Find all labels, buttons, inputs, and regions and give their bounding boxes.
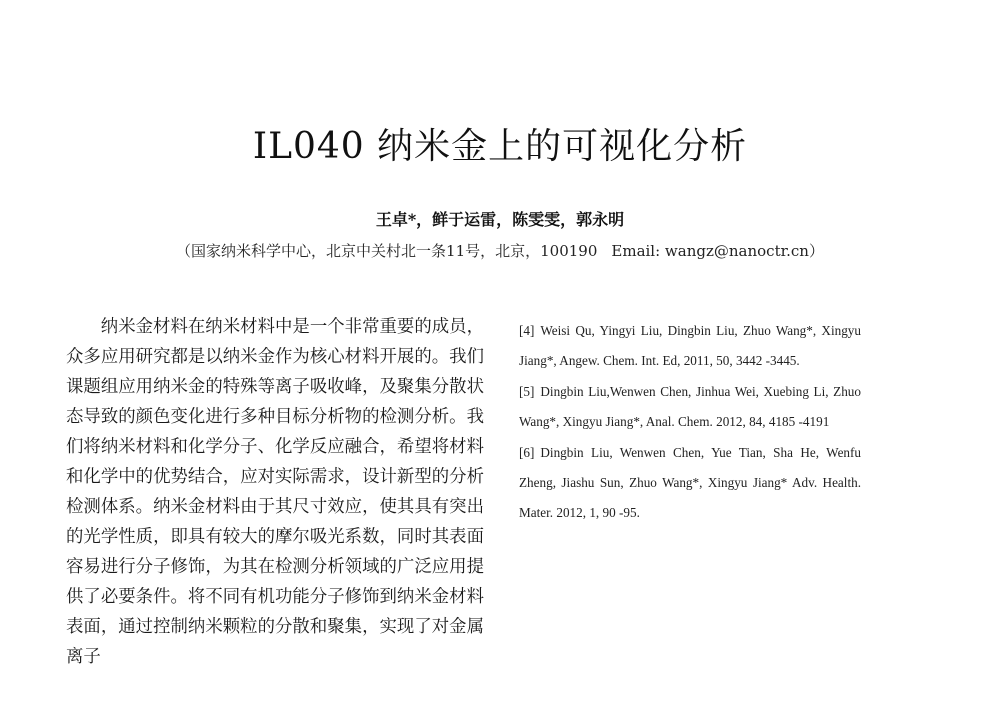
reference-text: Dingbin Liu, Wenwen Chen, Yue Tian, Sha He, Wenfu Zheng, Jiashu Sun, Zhuo Wang*, Xingyu Jiang* Adv. Health. Mater. 2012, 1, 90 -95. (519, 444, 861, 521)
reference-text: Dingbin Liu,Wenwen Chen, Jinhua Wei, Xuebing Li, Zhuo Wang*, Xingyu Jiang*, Anal. Chem. 2012, 84, 4185 -4191 (519, 383, 861, 430)
reference-number: [5] (519, 383, 535, 399)
reference-item (519, 438, 861, 529)
reference-text: Weisi Qu, Yingyi Liu, Dingbin Liu, Zhuo Wang*, Xingyu Jiang*, Angew. Chem. Int. Ed, 2011, 50, 3442 -3445. (519, 323, 861, 369)
reference-item (519, 377, 861, 438)
affiliation-line (0, 240, 1000, 261)
body-column (66, 312, 484, 672)
reference-number: [4] (519, 323, 535, 338)
reference-number: [6] (519, 444, 535, 460)
reference-list (519, 316, 861, 529)
reference-item (519, 316, 861, 377)
author-list: 王卓*，鲜于运雷，陈雯雯，郭永明 (375, 210, 625, 229)
body-paragraph: 纳米金材料在纳米材料中是一个非常重要的成员，众多应用研究都是以纳米金作为核心材料开展的。我们课题组应用纳米金的特殊等离子吸收峰，及聚集分散状态导致的颜色变化进行多种目标分析物的检测分析。我们将纳米材料和化学分子、化学反应融合，希望将材料和化学中的优势结合，应对实际需求，设计新型的分析检测体系。纳米金材料由于其尺寸效应，使其具有突出的光学性质，即具有较大的摩尔吸光系数，同时其表面容易进行分子修饰，为其在检测分析领域的广泛应用提供了必要条件。将不同有机功能分子修饰到纳米金材料表面，通过控制纳米颗粒的分散和聚集，实现了对金属离子 (66, 317, 484, 667)
author-email: Email: wangz@nanoctr.cn） (611, 242, 824, 260)
paper-title: IL040 纳米金上的可视化分析 (252, 126, 748, 167)
affiliation-text: （国家纳米科学中心，北京中关村北一条11号，北京，100190 (176, 242, 598, 260)
